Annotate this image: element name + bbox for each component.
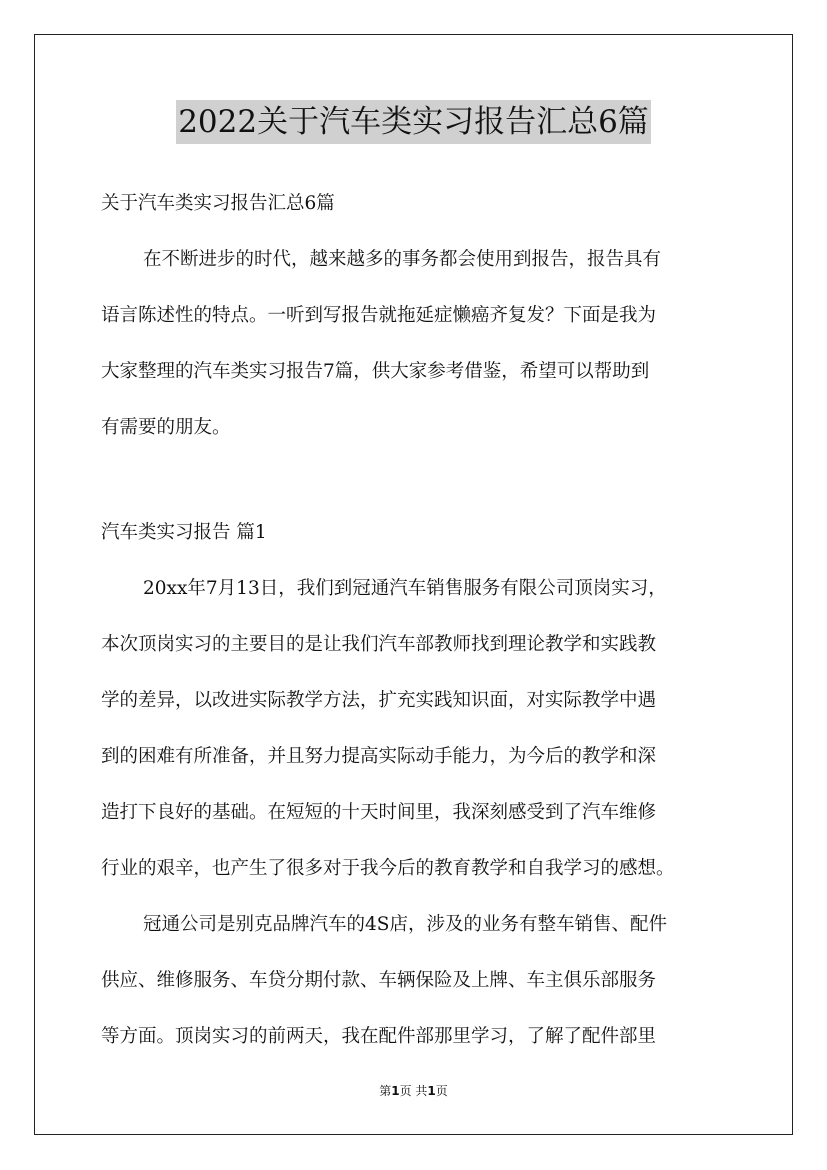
intro-line: 大家整理的汽车类实习报告7篇，供大家参考借鉴，希望可以帮助到	[101, 361, 650, 382]
paragraph-gap	[101, 456, 729, 505]
body-line: 学的差异，以改进实际教学方法，扩充实践知识面，对实际教学中遇	[101, 690, 657, 711]
body-line: 造打下良好的基础。在短短的十天时间里，我深刻感受到了汽车维修	[101, 802, 657, 823]
body-line: 等方面。顶岗实习的前两天，我在配件部那里学习，了解了配件部里	[101, 1026, 657, 1047]
section-heading: 汽车类实习报告 篇1	[101, 522, 267, 543]
body-line: 到的困难有所准备，并且努力提高实际动手能力，为今后的教学和深	[101, 746, 657, 767]
footer-total-pages: 1	[427, 1084, 436, 1098]
intro-line: 在不断进步的时代，越来越多的事务都会使用到报告，报告具有	[143, 249, 662, 270]
body-line: 冠通公司是别克品牌汽车的4S店，涉及的业务有整车销售、配件	[143, 914, 667, 935]
intro-line: 语言陈述性的特点。一听到写报告就拖延症懒癌齐复发？下面是我为	[101, 305, 657, 326]
body-line: 供应、维修服务、车贷分期付款、车辆保险及上牌、车主俱乐部服务	[101, 970, 657, 991]
footer-suffix: 页	[435, 1084, 448, 1098]
document-body	[101, 176, 729, 1065]
page-footer	[0, 1082, 827, 1099]
document-title	[0, 100, 827, 144]
footer-prefix: 第	[379, 1084, 392, 1098]
footer-mid: 页 共	[399, 1084, 428, 1098]
footer-page-number: 1	[391, 1084, 400, 1098]
body-line: 20xx年7月13日，我们到冠通汽车销售服务有限公司顶岗实习，	[143, 578, 667, 599]
body-line: 本次顶岗实习的主要目的是让我们汽车部教师找到理论教学和实践教	[101, 634, 657, 655]
document-title-text: 2022关于汽车类实习报告汇总6篇	[176, 100, 651, 144]
intro-line: 有需要的朋友。	[101, 417, 231, 438]
subtitle: 关于汽车类实习报告汇总6篇	[101, 193, 335, 214]
body-line: 行业的艰辛，也产生了很多对于我今后的教育教学和自我学习的感想。	[101, 858, 675, 879]
